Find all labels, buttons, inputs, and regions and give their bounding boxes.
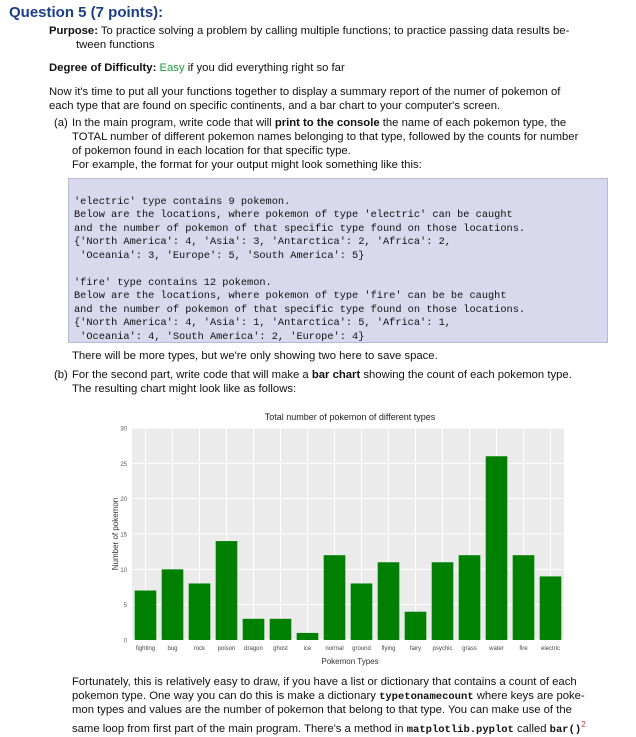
intro-line-2: each type that are found on specific continents, and a bar chart to your computer's screen. (49, 100, 501, 112)
purpose-label: Purpose: (49, 25, 98, 37)
intro-line-1: Now it's time to put all your functions together to display a summary report of the numer of pokemon of (49, 86, 561, 98)
closing-line-3: mon types and values are the number of pokemon that belong to that type. You can make use of the (72, 704, 572, 716)
part-b-marker: (b) (54, 369, 68, 381)
part-a-line-1-pre: In the main program, write code that will (72, 117, 272, 129)
y-tick-label: 15 (120, 532, 127, 539)
part-a-line-4: For example, the format for your output might look something like this: (72, 159, 422, 171)
bar-psychic (432, 562, 454, 640)
x-tick-label: ground (352, 646, 371, 652)
bar-fighting (135, 591, 157, 640)
bar-chart (0, 400, 636, 670)
bar-ground (351, 583, 373, 640)
x-tick-label: water (489, 646, 504, 652)
part-a-line-2: TOTAL number of different pokemon names belonging to that type, followed by the counts for number (72, 131, 579, 143)
x-tick-label: electric (540, 646, 561, 652)
x-tick-label: bug (167, 646, 178, 652)
code-line: 'electric' type contains 9 pokemon. (74, 195, 291, 208)
bar-bug (162, 569, 184, 640)
code-line: {'North America': 4, 'Asia': 1, 'Antarctica': 5, 'Africa': 1, (74, 317, 451, 329)
code-example-box (68, 178, 608, 343)
x-tick-label: poison (217, 646, 236, 652)
part-b-line-2: The resulting chart might look like as follows: (72, 383, 297, 395)
y-axis-label: Number of pokemon (111, 497, 120, 571)
y-tick-label: 5 (123, 603, 127, 610)
y-tick-label: 25 (120, 461, 127, 468)
code-line: Below are the locations, where pokemon of type 'electric' can be caught (74, 209, 513, 221)
y-tick-label: 30 (120, 426, 127, 433)
x-tick-label: flying (381, 646, 396, 652)
difficulty-label: Degree of Difficulty: (49, 62, 157, 74)
purpose-text-1: To practice solving a problem by calling multiple functions; to practice passing data results be- (100, 25, 570, 37)
part-a-line-1-bold: print to the console (274, 117, 380, 129)
code-line: 'Oceania': 3, 'Europe': 5, 'South America': 5} (74, 249, 365, 262)
bar-poison (216, 541, 238, 640)
y-tick-label: 20 (120, 497, 127, 504)
question-title: Question 5 (7 points): (9, 4, 164, 21)
bar-normal (324, 555, 346, 640)
difficulty-value: Easy (159, 62, 185, 74)
closing-line-2 (72, 690, 585, 705)
code-line: 'fire' type contains 12 pokemon. (74, 276, 272, 289)
x-axis-label: Pokemon Types (321, 657, 379, 666)
bar-fire (513, 555, 535, 640)
x-tick-label: ice (303, 646, 312, 652)
bar-flying (378, 562, 400, 640)
footnote-marker: 2 (581, 720, 586, 729)
purpose-line (49, 25, 569, 39)
bar-grass (459, 555, 481, 640)
part-a-line-3: of pokemon found in each location for that specific type. (72, 145, 351, 157)
closing-line-4-mid: called (517, 722, 547, 735)
difficulty-line (49, 62, 345, 76)
code-line: and the number of pokemon of that specific type found on those locations. (74, 222, 526, 235)
bar-rock (189, 583, 211, 640)
x-tick-label: psychic (432, 646, 453, 652)
part-a-line-1-post: the name of each pokemon type, the (382, 117, 567, 129)
x-tick-label: fire (519, 646, 528, 652)
y-tick-label: 0 (123, 638, 127, 645)
x-tick-label: dragon (244, 646, 263, 652)
part-b-line-1 (72, 369, 572, 383)
part-b-line-1-bold: bar chart (311, 369, 361, 381)
x-tick-label: fighting (135, 646, 156, 652)
part-b-line-1-post: showing the count of each pokemon type. (363, 369, 572, 381)
x-tick-label: ghost (273, 646, 288, 652)
x-tick-label: normal (325, 646, 344, 652)
chart-title: Total number of pokemon of different types (264, 412, 436, 422)
closing-code-bar: bar() (549, 723, 582, 736)
x-tick-label: grass (462, 646, 477, 652)
x-ticks (136, 646, 560, 652)
closing-line-2-text: pokemon type. One way you can do this is make a dictionary (72, 690, 376, 702)
part-a-after: There will be more types, but we're only showing two here to save space. (72, 350, 438, 362)
closing-line-1: Fortunately, this is relatively easy to draw, if you have a list or dictionary that contains a count of each (72, 676, 577, 688)
bar-ghost (270, 619, 292, 640)
closing-code-pyplot: matplotlib.pyplot (406, 723, 514, 736)
y-tick-label: 10 (120, 567, 127, 574)
bar-electric (540, 576, 562, 640)
part-b-line-1-pre: For the second part, write code that will make a (72, 369, 309, 381)
part-a-marker: (a) (54, 117, 68, 129)
code-line: {'North America': 4, 'Asia': 3, 'Antarctica': 2, 'Africa': 2, (74, 236, 451, 248)
code-line: and the number of pokemon of that specific type found on those locations. (74, 303, 526, 316)
bar-water (486, 456, 508, 640)
y-ticks (120, 427, 127, 645)
closing-line-4-pre: same loop from first part of the main program. There's a method in (72, 722, 404, 735)
closing-line-2-post: where keys are poke- (476, 690, 585, 702)
code-line: 'Oceania': 4, 'South America': 2, 'Europe': 4} (74, 330, 365, 343)
x-tick-label: fairy (409, 646, 422, 652)
closing-line-4 (72, 718, 586, 737)
bar-dragon (243, 619, 265, 640)
difficulty-rest: if you did everything right so far (187, 62, 345, 74)
code-line (74, 263, 602, 277)
closing-code-typetonamecount: typetonamecount (379, 691, 474, 703)
code-line: Below are the locations, where pokemon of type 'fire' can be be caught (74, 290, 507, 302)
bar-fairy (405, 612, 427, 640)
bar-ice (297, 633, 319, 640)
x-tick-label: rock (193, 646, 206, 652)
part-a-line-1 (72, 117, 566, 131)
purpose-text-2: tween functions (76, 39, 155, 51)
